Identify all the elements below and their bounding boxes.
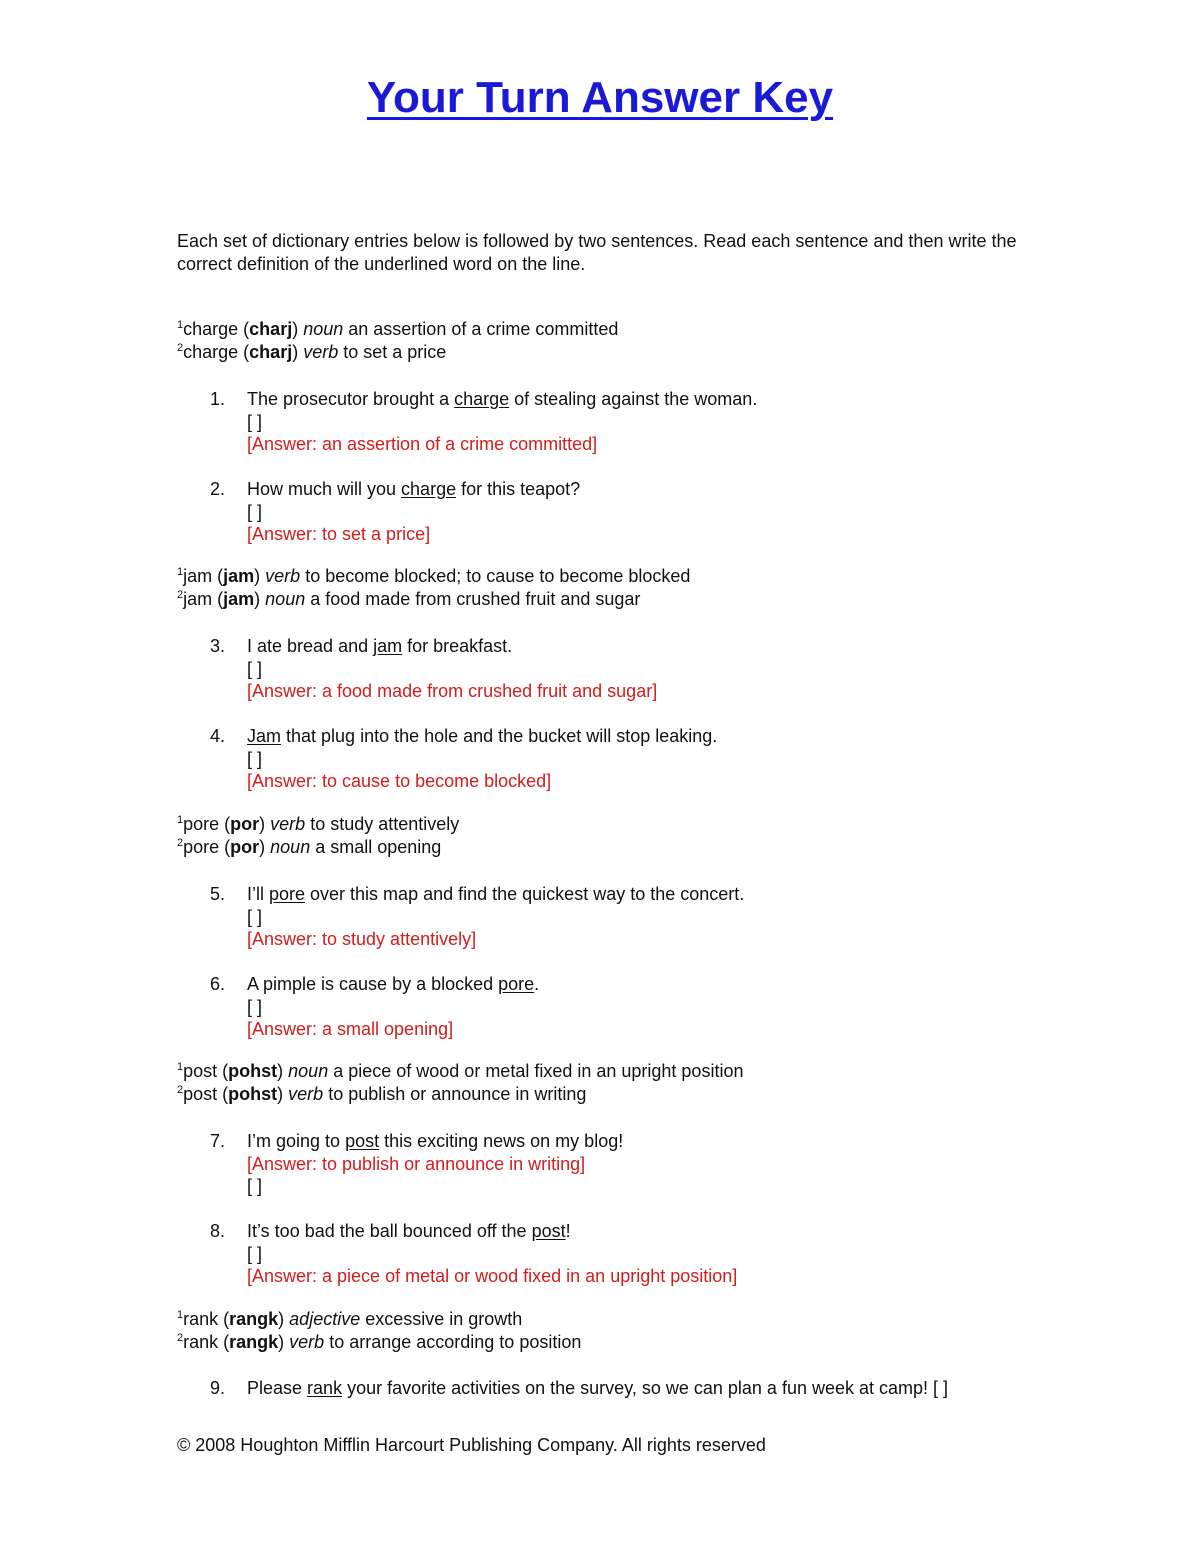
underlined-word: Jam	[247, 726, 282, 746]
underlined-word: post	[531, 1221, 566, 1241]
answer-blank: [ ]	[247, 658, 263, 679]
question-2: 2. How much will you charge for this teapot? [ ] [Answer: to set a price]	[207, 478, 1087, 546]
dictionary-entry: $^1$pore (por) verb to study attentively	[177, 814, 460, 834]
dictionary-entry: $^2$rank (rangk) verb to arrange according to position	[177, 1331, 582, 1352]
answer-blank: [ ]	[247, 411, 263, 432]
answer-blank: [ ]	[247, 501, 263, 522]
answer-text: [Answer: to publish or announce in writing]	[247, 1153, 586, 1174]
dictionary-entry: $^2$pore (por) noun a small opening	[177, 836, 442, 857]
dictionary-entry: $^1$jam (jam) verb to become blocked; to cause to become blocked	[177, 566, 691, 586]
answer-text: [Answer: to cause to become blocked]	[247, 771, 552, 791]
answer-blank: [ ]	[247, 906, 263, 927]
answer-text: [Answer: a small opening]	[247, 1019, 454, 1039]
question-6: 6. A pimple is cause by a blocked pore. [ ] [Answer: a small opening]	[207, 973, 1087, 1041]
question-8: 8. It’s too bad the ball bounced off the post! [ ] [Answer: a piece of metal or wood fixed in an upright position]	[207, 1220, 1087, 1288]
answer-text: [Answer: an assertion of a crime committed]	[247, 434, 598, 454]
answer-blank: [ ]	[247, 1176, 263, 1196]
underlined-word: jam	[373, 636, 403, 656]
underlined-word: rank	[307, 1378, 343, 1398]
question-4: 4. Jam that plug into the hole and the bucket will stop leaking. [ ] [Answer: to cause to become blocked]	[207, 725, 1087, 793]
dictionary-entry: $^2$post (pohst) verb to publish or announce in writing	[177, 1083, 587, 1104]
question-9: 9. Please rank your favorite activities on the survey, so we can plan a fun week at camp! [ ]	[210, 1378, 949, 1398]
underlined-word: charge	[454, 389, 510, 409]
answer-blank: [ ]	[247, 748, 263, 769]
question-5: 5. I’ll pore over this map and find the quickest way to the concert. [ ] [Answer: to study attentively]	[207, 883, 1087, 951]
underlined-word: pore	[498, 974, 535, 994]
dictionary-entries-charge	[177, 318, 1077, 363]
dictionary-entry: $^1$rank (rangk) adjective excessive in growth	[177, 1309, 523, 1329]
answer-text: [Answer: a piece of metal or wood fixed in an upright position]	[247, 1266, 738, 1286]
question-1: 1. The prosecutor brought a charge of stealing against the woman. [ ] [Answer: an assertion of a crime committed]	[207, 388, 1087, 456]
instructions: Each set of dictionary entries below is followed by two sentences. Read each sentence and then write the correct definition of the underlined word on the line.	[177, 231, 1017, 274]
dictionary-entries-jam	[177, 565, 1077, 610]
answer-text: [Answer: to study attentively]	[247, 929, 477, 949]
dictionary-entry: $^1$charge (charj) noun an assertion of a crime committed	[177, 319, 619, 339]
underlined-word: charge	[401, 479, 457, 499]
dictionary-entry: $^1$post (pohst) noun a piece of wood or metal fixed in an upright position	[177, 1061, 744, 1081]
page-title: Your Turn Answer Key	[366, 73, 834, 122]
answer-blank: [ ]	[247, 1243, 263, 1264]
dictionary-entry: $^2$charge (charj) verb to set a price	[177, 341, 447, 362]
answer-text: [Answer: to set a price]	[247, 524, 431, 544]
answer-blank: [ ]	[933, 1378, 949, 1398]
question-7: 7. I’m going to post this exciting news on my blog! [Answer: to publish or announce in writing] [ ]	[207, 1130, 1087, 1198]
dictionary-entries-post	[177, 1060, 1077, 1105]
question-3: 3. I ate bread and jam for breakfast. [ ] [Answer: a food made from crushed fruit and sugar]	[207, 635, 1087, 703]
copyright-footer: © 2008 Houghton Mifflin Harcourt Publishing Company. All rights reserved	[177, 1435, 766, 1455]
dictionary-entries-pore	[177, 813, 1077, 858]
dictionary-entries-rank	[177, 1308, 1077, 1353]
underlined-word: post	[345, 1131, 380, 1151]
answer-blank: [ ]	[247, 996, 263, 1017]
underlined-word: pore	[269, 884, 306, 904]
answer-text: [Answer: a food made from crushed fruit and sugar]	[247, 681, 658, 701]
dictionary-entry: $^2$jam (jam) noun a food made from crushed fruit and sugar	[177, 588, 641, 609]
